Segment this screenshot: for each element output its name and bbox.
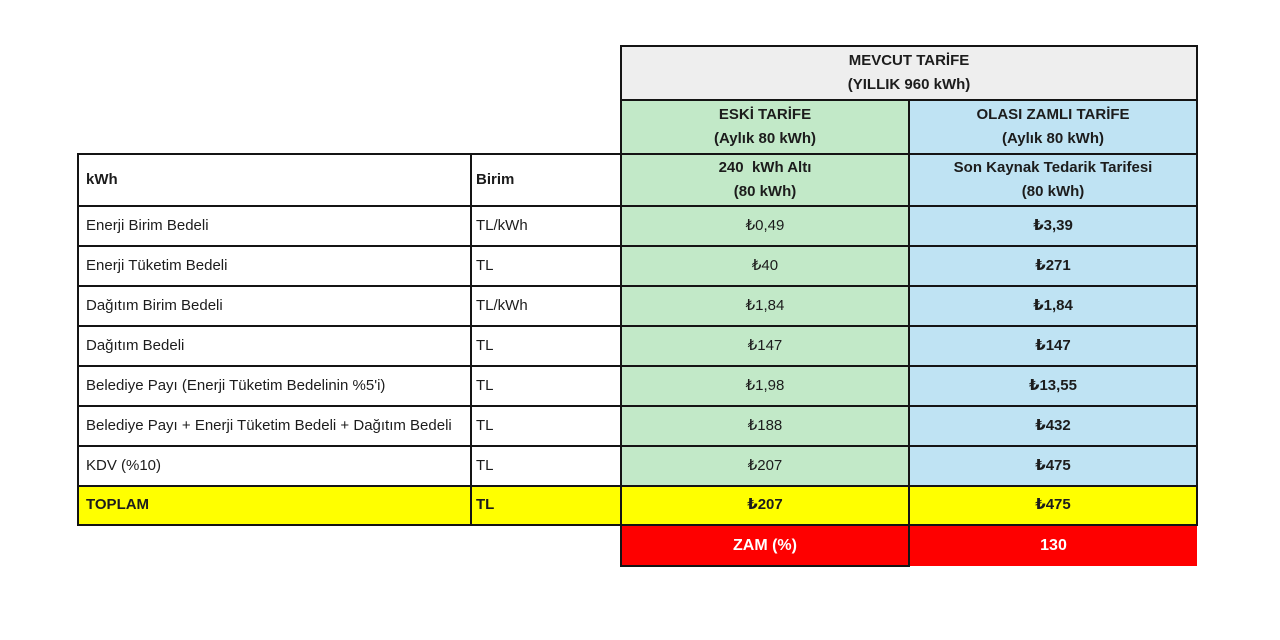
column-header-birim: Birim bbox=[471, 154, 621, 206]
row-unit: TL bbox=[471, 446, 621, 486]
column-header-kwh: kWh bbox=[78, 154, 471, 206]
table-row bbox=[78, 406, 1197, 446]
total-old-value: ₺207 bbox=[621, 486, 909, 525]
old-tariff-value: ₺188 bbox=[621, 406, 909, 446]
table-row bbox=[78, 446, 1197, 486]
new-tariff-header-cell bbox=[909, 100, 1197, 154]
row-label: Dağıtım Bedeli bbox=[78, 326, 471, 366]
new-tariff-title: OLASI ZAMLI TARİFE bbox=[976, 106, 1130, 123]
current-tariff-subtitle: (YILLIK 960 kWh) bbox=[847, 76, 971, 93]
table-row bbox=[78, 46, 1197, 100]
old-tariff-value: ₺1,84 bbox=[621, 286, 909, 326]
row-unit: TL bbox=[471, 406, 621, 446]
old-tariff-header-cell bbox=[621, 100, 909, 154]
empty-cell bbox=[78, 525, 621, 566]
new-tariff-value: ₺3,39 bbox=[909, 206, 1197, 246]
row-label: Enerji Birim Bedeli bbox=[78, 206, 471, 246]
empty-cell bbox=[78, 46, 621, 100]
old-tariff-subtitle: (Aylık 80 kWh) bbox=[714, 130, 816, 147]
row-unit: TL/kWh bbox=[471, 286, 621, 326]
table-row bbox=[78, 206, 1197, 246]
new-tariff-value: ₺432 bbox=[909, 406, 1197, 446]
new-tariff-column-line2: (80 kWh) bbox=[1021, 183, 1085, 200]
increase-label: ZAM (%) bbox=[621, 525, 909, 566]
old-tariff-column-line2: (80 kWh) bbox=[733, 183, 797, 200]
tariff-comparison-table bbox=[77, 45, 1198, 567]
row-unit: TL/kWh bbox=[471, 206, 621, 246]
total-label: TOPLAM bbox=[78, 486, 471, 525]
table-row bbox=[78, 246, 1197, 286]
total-unit: TL bbox=[471, 486, 621, 525]
current-tariff-title: MEVCUT TARİFE bbox=[848, 52, 970, 69]
new-tariff-value: ₺1,84 bbox=[909, 286, 1197, 326]
row-label: KDV (%10) bbox=[78, 446, 471, 486]
new-tariff-value: ₺271 bbox=[909, 246, 1197, 286]
table-row bbox=[78, 326, 1197, 366]
new-tariff-column-line1: Son Kaynak Tedarik Tarifesi bbox=[953, 159, 1153, 176]
row-label: Belediye Payı + Enerji Tüketim Bedeli + Dağıtım Bedeli bbox=[78, 406, 471, 446]
total-row bbox=[78, 486, 1197, 525]
increase-row bbox=[78, 525, 1197, 566]
table-header-row bbox=[78, 154, 1197, 206]
increase-value: 130 bbox=[909, 525, 1197, 566]
row-unit: TL bbox=[471, 366, 621, 406]
table-row bbox=[78, 100, 1197, 154]
row-label: Enerji Tüketim Bedeli bbox=[78, 246, 471, 286]
new-tariff-value: ₺475 bbox=[909, 446, 1197, 486]
new-tariff-subtitle: (Aylık 80 kWh) bbox=[1002, 130, 1104, 147]
row-label: Belediye Payı (Enerji Tüketim Bedelinin %5'i) bbox=[78, 366, 471, 406]
row-unit: TL bbox=[471, 326, 621, 366]
old-tariff-value: ₺207 bbox=[621, 446, 909, 486]
empty-cell bbox=[78, 100, 621, 154]
new-tariff-value: ₺147 bbox=[909, 326, 1197, 366]
row-label: Dağıtım Birim Bedeli bbox=[78, 286, 471, 326]
table-row bbox=[78, 366, 1197, 406]
old-tariff-title: ESKİ TARİFE bbox=[718, 106, 812, 123]
old-tariff-value: ₺40 bbox=[621, 246, 909, 286]
new-tariff-value: ₺13,55 bbox=[909, 366, 1197, 406]
old-tariff-value: ₺147 bbox=[621, 326, 909, 366]
current-tariff-header-cell bbox=[621, 46, 1197, 100]
old-tariff-value: ₺1,98 bbox=[621, 366, 909, 406]
row-unit: TL bbox=[471, 246, 621, 286]
old-tariff-value: ₺0,49 bbox=[621, 206, 909, 246]
old-tariff-column-line1: 240 kWh Altı bbox=[718, 159, 812, 176]
old-tariff-column-header bbox=[621, 154, 909, 206]
table-row bbox=[78, 286, 1197, 326]
total-new-value: ₺475 bbox=[909, 486, 1197, 525]
new-tariff-column-header bbox=[909, 154, 1197, 206]
